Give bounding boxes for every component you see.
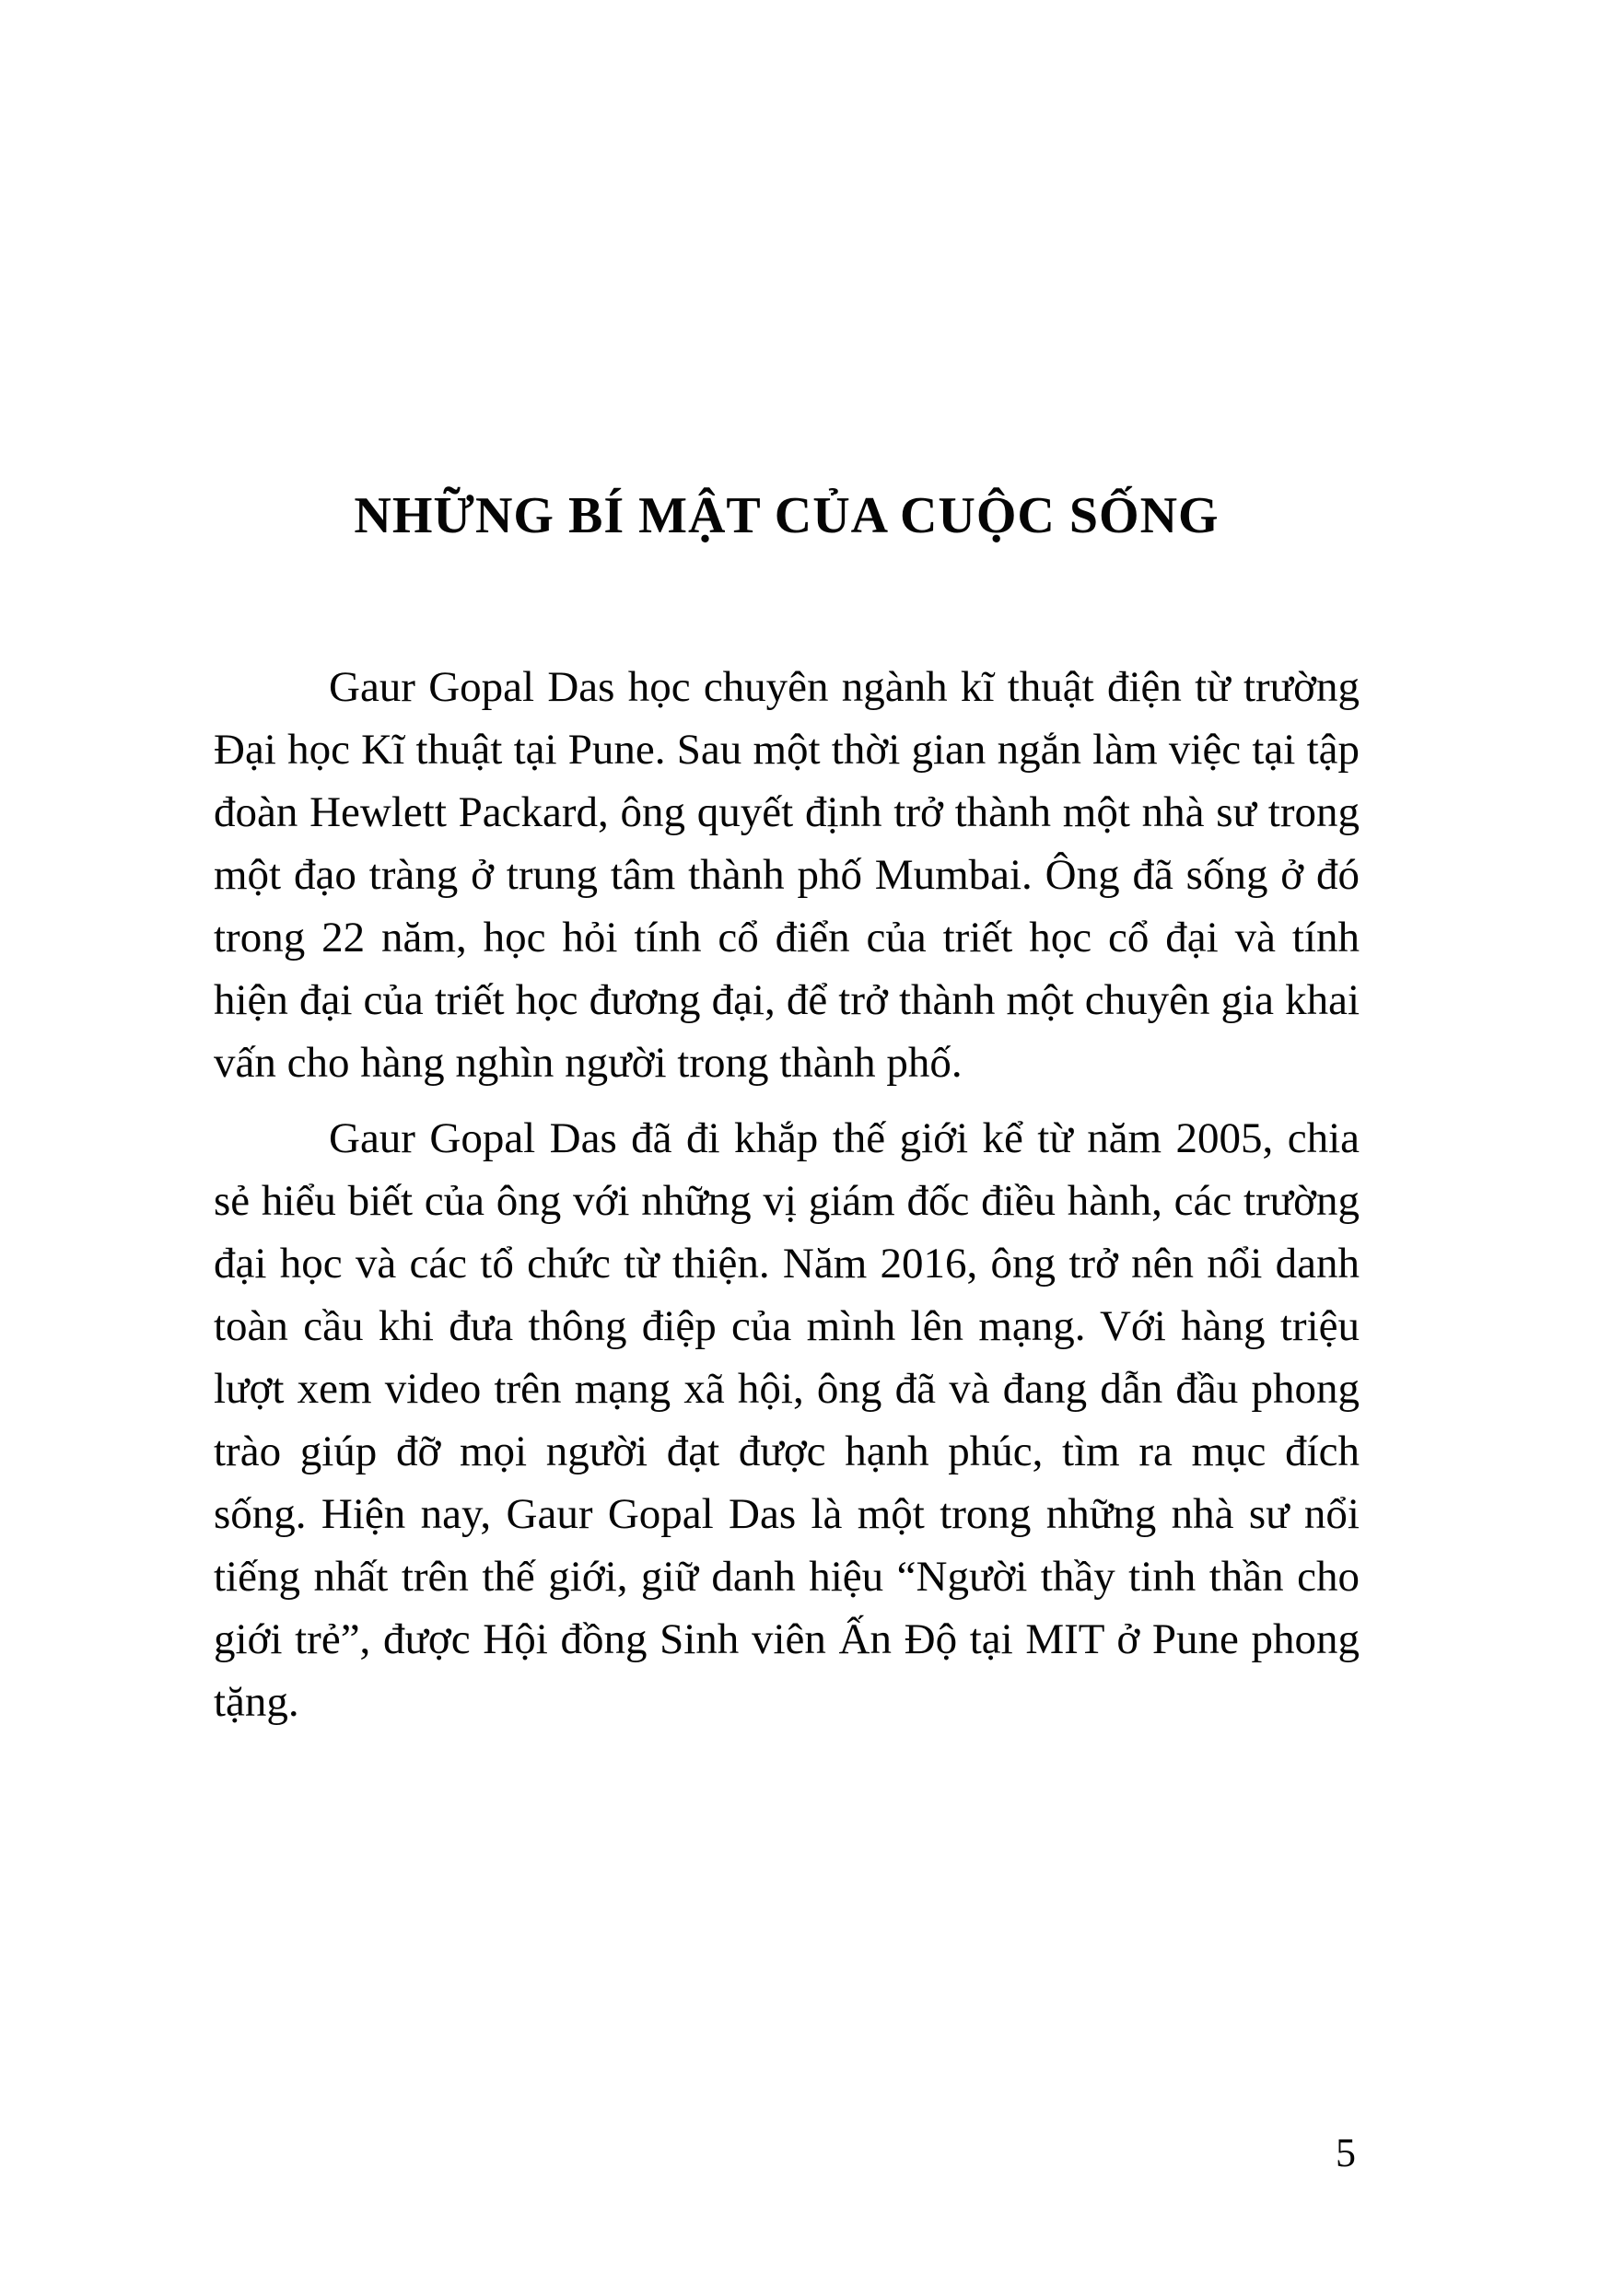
paragraph-bio-fame: Gaur Gopal Das đã đi khắp thế giới kể từ năm 2005, chia sẻ hiểu biết của ông với những vị giám đốc điều hành, các trường đại học và các tổ chức từ thiện. Năm 2016, ông trở nên nổi danh toàn cầu khi đưa thông điệp của mình lên mạng. Với hàng triệu lượt xem video trên mạng xã hội, ông đã và đang dẫn đầu phong trào giúp đỡ mọi người đạt được hạnh phúc, tìm ra mục đích sống. Hiện nay, Gaur Gopal Das là một trong những nhà sư nổi tiếng nhất trên thế giới, giữ danh hiệu “Người thầy tinh thần cho giới trẻ”, được Hội đồng Sinh viên Ấn Độ tại MIT ở Pune phong tặng. [214,1114,1360,1726]
chapter-title: NHỮNG BÍ MẬT CỦA CUỘC SỐNG [354,487,1220,544]
page-number: 5 [1336,2130,1356,2175]
chapter-body [214,656,1360,1746]
paragraph-bio-education: Gaur Gopal Das học chuyên ngành kĩ thuật điện từ trường Đại học Kĩ thuật tại Pune. Sau một thời gian ngắn làm việc tại tập đoàn Hewlett Packard, ông quyết định trở thành một nhà sư trong một đạo tràng ở trung tâm thành phố Mumbai. Ông đã sống ở đó trong 22 năm, học hỏi tính cổ điển của triết học cổ đại và tính hiện đại của triết học đương đại, để trở thành một chuyên gia khai vấn cho hàng nghìn người trong thành phố. [214,663,1360,1087]
